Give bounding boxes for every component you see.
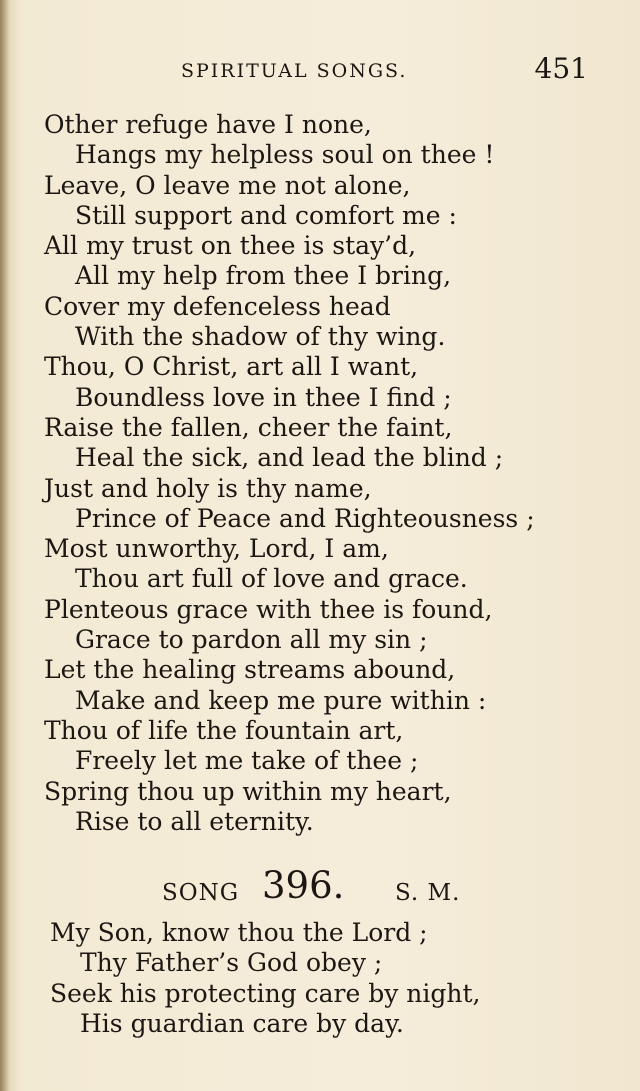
verse-line: Spring thou up within my heart,: [44, 776, 452, 806]
song-meter: S. M.: [395, 880, 461, 906]
verse-line: My Son, know thou the Lord ;: [50, 918, 428, 947]
verse-line: Thou, O Christ, art all I want,: [44, 352, 419, 382]
hymn-395-text: [44, 110, 624, 837]
verse-line: Freely let me take of thee ;: [75, 746, 419, 776]
verse-line: Heal the sick, and lead the blind ;: [75, 443, 504, 473]
verse-line: All my help from thee I bring,: [75, 261, 452, 291]
verse-line: Raise the fallen, cheer the faint,: [44, 412, 453, 442]
stanza-1: [44, 110, 624, 352]
hymn-396-text: [50, 918, 610, 1039]
verse-line: Still support and comfort me :: [75, 200, 457, 230]
stanza-3: [44, 595, 624, 837]
verse-line: Just and holy is thy name,: [44, 473, 372, 503]
verse-line: His guardian care by day.: [80, 1008, 404, 1038]
verse-line: Thou art full of love and grace.: [75, 564, 468, 594]
verse-line: Rise to all eternity.: [75, 806, 314, 836]
verse-line: Leave, O leave me not alone,: [44, 170, 411, 200]
song-label: SONG: [162, 880, 240, 906]
book-spine-shadow: [0, 0, 10, 1091]
page-header: [0, 52, 640, 92]
verse-line: Let the healing streams abound,: [44, 655, 456, 685]
stanza-2: [44, 352, 624, 594]
song-number: 396.: [262, 864, 345, 907]
verse-line: Grace to pardon all my sin ;: [75, 625, 428, 655]
verse-line: Make and keep me pure within :: [75, 685, 487, 715]
verse-line: All my trust on thee is stay’d,: [44, 231, 417, 261]
verse-line: Seek his protecting care by night,: [50, 978, 481, 1008]
verse-line: Hangs my helpless soul on thee !: [75, 140, 495, 170]
running-head: SPIRITUAL SONGS.: [181, 60, 408, 82]
verse-line: Prince of Peace and Righteousness ;: [75, 503, 535, 533]
verse-line: Plenteous grace with thee is found,: [44, 594, 493, 624]
song-heading: [0, 862, 640, 912]
verse-line: Thou of life the fountain art,: [44, 715, 404, 745]
verse-line: Thy Father’s God obey ;: [80, 948, 383, 978]
verse-line: Most unworthy, Lord, I am,: [44, 534, 389, 564]
verse-line: Other refuge have I none,: [44, 110, 372, 139]
verse-line: Cover my defenceless head: [44, 291, 391, 321]
page-number: 451: [534, 52, 588, 85]
verse-line: Boundless love in thee I find ;: [75, 382, 452, 412]
verse-line: With the shadow of thy wing.: [75, 322, 446, 352]
